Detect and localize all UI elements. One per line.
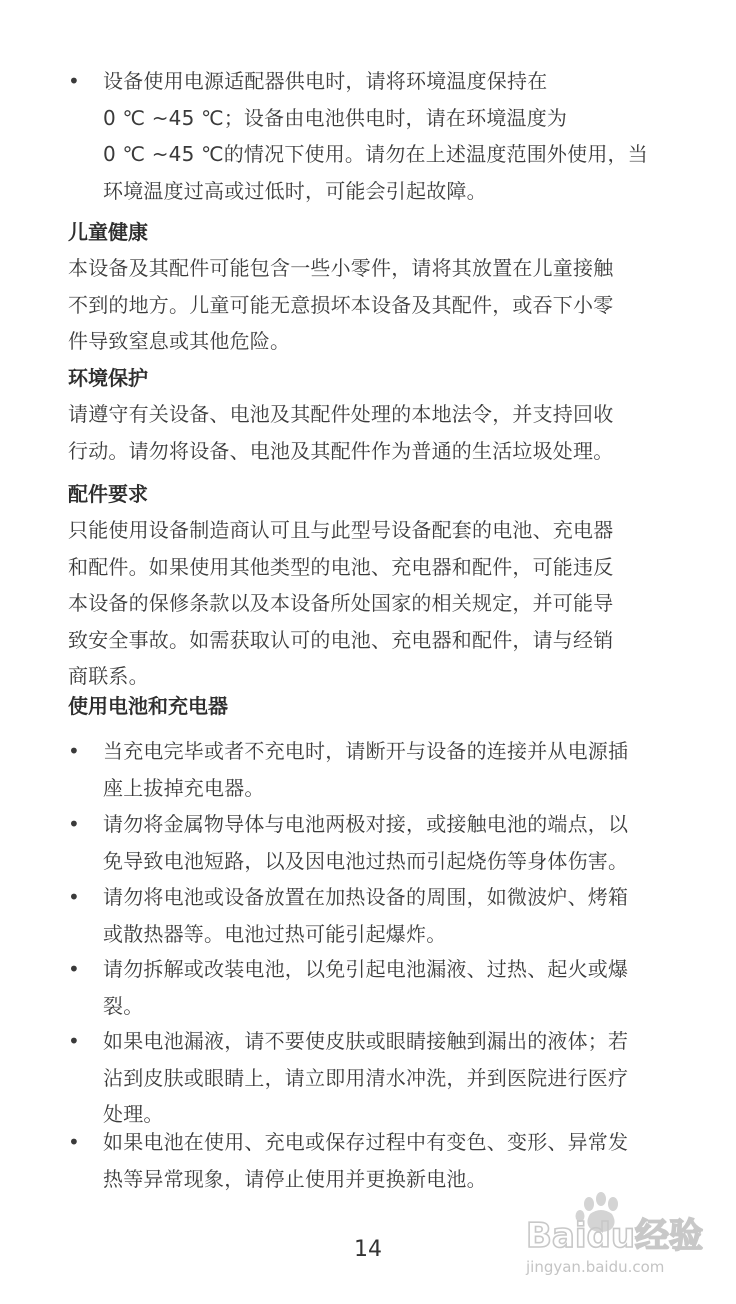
battery-bullet (68, 1023, 678, 1133)
bullet-dot: • (68, 885, 80, 909)
battery-bullet (68, 951, 678, 1024)
section-heading-battery: 使用电池和充电器 (68, 694, 228, 718)
section-heading-child-health: 儿童健康 (68, 220, 148, 244)
bullet-text (103, 63, 673, 209)
battery-bullet (68, 1124, 678, 1197)
bullet-dot: • (68, 1130, 80, 1154)
section-body-environment (68, 396, 678, 469)
text-line: 件导致窒息或其他危险。 (68, 329, 291, 353)
text-line: 处理。 (103, 1102, 164, 1126)
text-line: 商联系。 (68, 664, 149, 688)
bullet-text (103, 1023, 673, 1133)
text-line: 如果电池漏液，请不要使皮肤或眼睛接触到漏出的液体；若 (103, 1029, 629, 1053)
bullet-text (103, 1124, 673, 1197)
battery-bullet (68, 879, 678, 952)
watermark-logo-text: Baidu经验 (526, 1216, 704, 1256)
text-line: 请遵守有关设备、电池及其配件处理的本地法令，并支持回收 (68, 402, 614, 426)
section-body-accessories (68, 512, 678, 695)
text-line: 本设备及其配件可能包含一些小零件，请将其放置在儿童接触 (68, 256, 614, 280)
baidu-jingyan-watermark (518, 1190, 718, 1280)
text-line: 环境温度过高或过低时，可能会引起故障。 (103, 178, 487, 203)
bullet-text (103, 806, 673, 879)
temperature-bullet (68, 63, 678, 209)
text-line: 请勿将电池或设备放置在加热设备的周围，如微波炉、烤箱 (103, 885, 629, 909)
text-line: 本设备的保修条款以及本设备所处国家的相关规定，并可能导 (68, 591, 614, 615)
text-line: 行动。请勿将设备、电池及其配件作为普通的生活垃圾处理。 (68, 438, 614, 463)
text-line: 裂。 (103, 993, 144, 1018)
text-line: 设备使用电源适配器供电时，请将环境温度保持在 (103, 69, 548, 93)
text-line: 只能使用设备制造商认可且与此型号设备配套的电池、充电器 (68, 518, 614, 542)
text-line: 或散热器等。电池过热可能引起爆炸。 (103, 921, 447, 946)
bullet-dot: • (68, 1029, 80, 1053)
battery-bullet (68, 806, 678, 879)
page-number: 14 (354, 1237, 382, 1262)
bullet-dot: • (68, 69, 80, 93)
bullet-text (103, 733, 673, 806)
bullet-dot: • (68, 739, 80, 763)
text-line: 沾到皮肤或眼睛上，请立即用清水冲洗，并到医院进行医疗 (103, 1065, 629, 1090)
text-line: 当充电完毕或者不充电时，请断开与设备的连接并从电源插 (103, 739, 629, 763)
section-body-child-health (68, 250, 678, 360)
text-line: 不到的地方。儿童可能无意损坏本设备及其配件，或吞下小零 (68, 292, 614, 317)
battery-bullet (68, 733, 678, 806)
text-line: 0 ℃ ~45 ℃；设备由电池供电时，请在环境温度为 (103, 105, 568, 130)
text-line: 请勿将金属物导体与电池两极对接，或接触电池的端点，以 (103, 812, 629, 836)
watermark-url-text: jingyan.baidu.com (526, 1258, 665, 1276)
bullet-dot: • (68, 957, 80, 981)
section-heading-accessories: 配件要求 (68, 482, 148, 506)
text-line: 和配件。如果使用其他类型的电池、充电器和配件，可能违反 (68, 554, 614, 579)
text-line: 0 ℃ ~45 ℃的情况下使用。请勿在上述温度范围外使用，当 (103, 142, 648, 166)
text-line: 免导致电池短路，以及因电池过热而引起烧伤等身体伤害。 (103, 848, 629, 873)
bullet-text (103, 951, 673, 1024)
text-line: 请勿拆解或改装电池，以免引起电池漏液、过热、起火或爆 (103, 957, 629, 981)
text-line: 热等异常现象，请停止使用并更换新电池。 (103, 1166, 487, 1191)
text-line: 致安全事故。如需获取认可的电池、充电器和配件，请与经销 (68, 627, 614, 652)
section-heading-environment: 环境保护 (68, 366, 148, 390)
bullet-text (103, 879, 673, 952)
text-line: 如果电池在使用、充电或保存过程中有变色、变形、异常发 (103, 1130, 629, 1154)
bullet-dot: • (68, 812, 80, 836)
text-line: 座上拔掉充电器。 (103, 775, 265, 800)
